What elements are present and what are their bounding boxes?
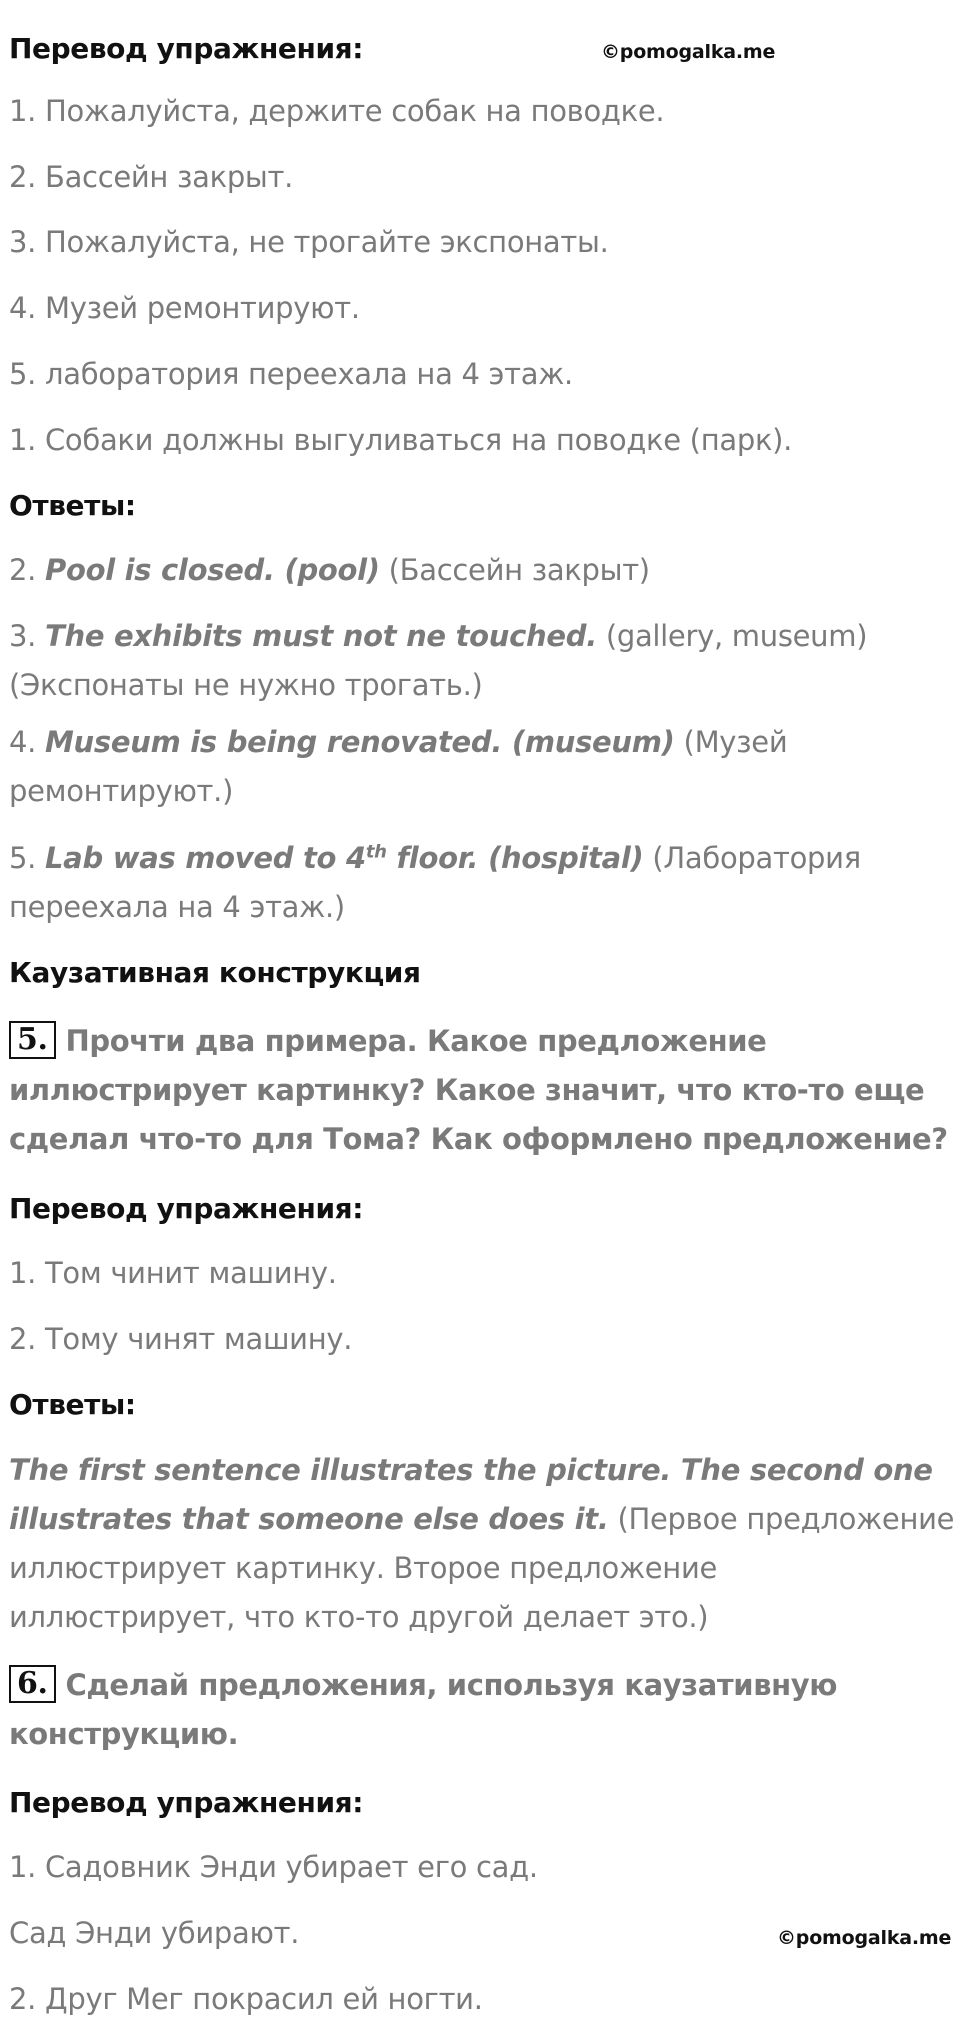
answers2-ru3: иллюстрирует, что кто-то другой делает это.) bbox=[9, 1600, 709, 1634]
task5-number: 5. bbox=[9, 1021, 56, 1059]
task6-line1 bbox=[9, 1661, 949, 1710]
watermark-bottom: ©pomogalka.me bbox=[777, 1927, 952, 1949]
task5-line3: сделал что-то для Тома? Как оформлено предложение? bbox=[9, 1122, 948, 1156]
task5-line2: иллюстрирует картинку? Какое значит, что кто-то еще bbox=[9, 1073, 925, 1107]
answers2-line2 bbox=[9, 1495, 955, 1544]
watermark-top: ©pomogalka.me bbox=[601, 41, 776, 63]
answers2-ru1: (Первое предложение bbox=[608, 1502, 955, 1536]
answer-3-line1 bbox=[9, 612, 949, 661]
answer-5-num: 5. bbox=[9, 841, 45, 875]
answer-2 bbox=[9, 546, 949, 595]
section1-line-2: 2. Бассейн закрыт. bbox=[9, 160, 294, 194]
section3-line-2: Сад Энди убирают. bbox=[9, 1916, 300, 1950]
answer-4-ru2: ремонтируют.) bbox=[9, 774, 234, 808]
answer-4-num: 4. bbox=[9, 725, 45, 759]
section2-heading: Перевод упражнения: bbox=[9, 1192, 364, 1225]
answers2-en2: illustrates that someone else does it. bbox=[9, 1502, 609, 1536]
answer-3-num: 3. bbox=[9, 619, 45, 653]
task6-line2: конструкцию. bbox=[9, 1717, 239, 1751]
section1-heading: Перевод упражнения: bbox=[9, 32, 364, 65]
answers2-heading: Ответы: bbox=[9, 1388, 136, 1421]
section1-line-4: 4. Музей ремонтируют. bbox=[9, 291, 360, 325]
answer-5-en-post: floor. (hospital) bbox=[386, 841, 644, 875]
answer-5-en-sup: th bbox=[365, 841, 387, 863]
section2-line-2: 2. Тому чинят машину. bbox=[9, 1322, 353, 1356]
task6-number: 6. bbox=[9, 1665, 56, 1703]
answer-5-en-pre: Lab was moved to 4 bbox=[45, 841, 366, 875]
answer-2-ru: (Бассейн закрыт) bbox=[379, 553, 650, 587]
section1-line-3: 3. Пожалуйста, не трогайте экспонаты. bbox=[9, 225, 609, 259]
answer-2-en: Pool is closed. (pool) bbox=[45, 553, 380, 587]
answers2-en1: The first sentence illustrates the picture. The second one bbox=[9, 1453, 933, 1487]
answer-4-en: Museum is being renovated. (museum) bbox=[45, 725, 675, 759]
answers1-heading: Ответы: bbox=[9, 489, 136, 522]
answer-5-ru2: переехала на 4 этаж.) bbox=[9, 890, 345, 924]
section1-line-6: 1. Собаки должны выгуливаться на поводке (парк). bbox=[9, 423, 793, 457]
section2-line-1: 1. Том чинит машину. bbox=[9, 1256, 337, 1290]
answer-3-ru2: (Экспонаты не нужно трогать.) bbox=[9, 668, 483, 702]
section1-line-5: 5. лаборатория переехала на 4 этаж. bbox=[9, 357, 573, 391]
causative-heading: Каузативная конструкция bbox=[9, 956, 421, 989]
task5-line1 bbox=[9, 1017, 949, 1066]
answer-3-en: The exhibits must not ne touched. bbox=[45, 619, 597, 653]
section1-line-1: 1. Пожалуйста, держите собак на поводке. bbox=[9, 94, 665, 128]
section3-line-3: 2. Друг Мег покрасил ей ногти. bbox=[9, 1982, 483, 2016]
section3-line-1: 1. Садовник Энди убирает его сад. bbox=[9, 1850, 538, 1884]
answer-4-line1 bbox=[9, 718, 949, 767]
task5-text1: Прочти два примера. Какое предложение bbox=[65, 1024, 767, 1058]
section3-heading: Перевод упражнения: bbox=[9, 1786, 364, 1819]
answers2-ru2: иллюстрирует картинку. Второе предложение bbox=[9, 1551, 718, 1585]
answer-3-ru1: (gallery, museum) bbox=[596, 619, 868, 653]
answer-5-line1 bbox=[9, 834, 949, 883]
answer-2-num: 2. bbox=[9, 553, 45, 587]
task6-text1: Сделай предложения, используя каузативную bbox=[65, 1668, 838, 1702]
answer-5-ru1: (Лаборатория bbox=[643, 841, 861, 875]
answer-4-ru1: (Музей bbox=[674, 725, 788, 759]
